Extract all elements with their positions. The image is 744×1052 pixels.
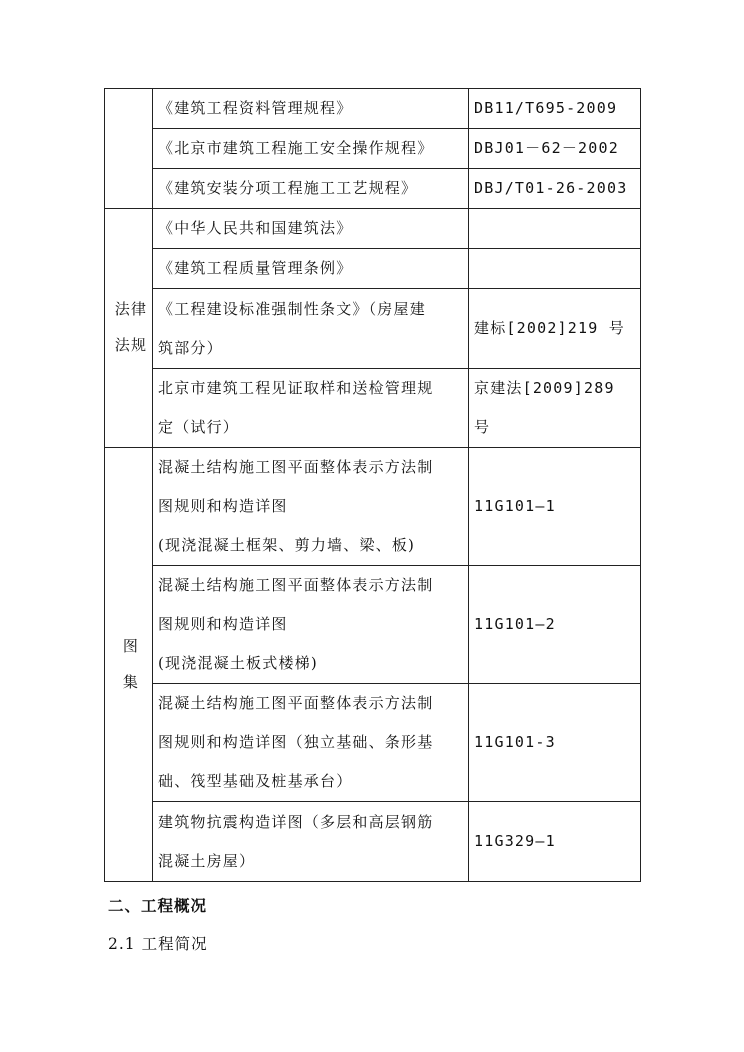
document-name-line: 《工程建设标准强制性条文》（房屋建	[158, 299, 426, 318]
document-name-cell	[153, 249, 469, 289]
document-code-cell: 11G101—2	[469, 566, 641, 684]
document-name-line: (现浇混凝土板式楼梯)	[158, 654, 318, 672]
document-name-cell	[153, 289, 469, 369]
document-name-line: (现浇混凝土框架、剪力墙、梁、板)	[158, 536, 416, 554]
document-name-line: 图规则和构造详图	[158, 615, 288, 633]
document-name-line: 建筑物抗震构造详图（多层和高层钢筋	[158, 812, 434, 831]
document-code-cell	[469, 249, 641, 289]
document-code-cell: DBJ/T01-26-2003	[469, 169, 641, 209]
document-name-cell	[153, 89, 469, 129]
document-name-line: 础、筏型基础及桩基承台）	[158, 772, 353, 790]
document-name-line: 混凝土结构施工图平面整体表示方法制	[158, 576, 434, 594]
table-row	[105, 684, 641, 802]
category-label-line: 集	[122, 672, 140, 691]
standards-table	[104, 88, 641, 882]
document-name-line: 定（试行）	[158, 418, 240, 436]
document-name-line: 图规则和构造详图（独立基础、条形基	[158, 733, 434, 751]
document-name-cell	[153, 566, 469, 684]
document-name-cell	[153, 209, 469, 249]
category-cell-laws	[105, 209, 153, 448]
document-code-cell: 建标[2002]219 号	[469, 289, 641, 369]
document-name-cell	[153, 448, 469, 566]
document-name-cell	[153, 129, 469, 169]
document-name-line: 《建筑安装分项工程施工工艺规程》	[158, 179, 418, 197]
table-row	[105, 249, 641, 289]
table-row	[105, 89, 641, 129]
table-row	[105, 802, 641, 882]
table-row	[105, 566, 641, 684]
table-row	[105, 448, 641, 566]
document-name-line: 《建筑工程质量管理条例》	[158, 259, 353, 277]
document-name-cell	[153, 802, 469, 882]
document-code-cell	[469, 209, 641, 249]
category-label-line: 图	[122, 636, 140, 655]
table-row	[105, 369, 641, 448]
document-name-cell	[153, 369, 469, 448]
table-row	[105, 129, 641, 169]
category-label-line: 法规	[114, 336, 148, 354]
document-code-cell: 11G329—1	[469, 802, 641, 882]
section-heading: 二、工程概况	[108, 897, 208, 915]
subsection-heading: 2.1 工程简况	[108, 935, 208, 953]
document-code-cell: 11G101—1	[469, 448, 641, 566]
category-label-line: 法律	[114, 300, 148, 318]
document-name-line: 混凝土结构施工图平面整体表示方法制	[158, 458, 434, 476]
table-row	[105, 289, 641, 369]
document-name-line: 混凝土结构施工图平面整体表示方法制	[158, 694, 434, 712]
document-code-cell: 京建法[2009]289 号	[469, 369, 641, 448]
document-name-line: 《建筑工程资料管理规程》	[158, 99, 353, 117]
document-code-cell: 11G101-3	[469, 684, 641, 802]
table-row	[105, 209, 641, 249]
table-row	[105, 169, 641, 209]
document-name-cell	[153, 684, 469, 802]
document-name-line: 图规则和构造详图	[158, 497, 288, 515]
category-cell-standards	[105, 89, 153, 209]
document-name-line: 《中华人民共和国建筑法》	[158, 219, 353, 237]
document-code-cell: DB11/T695-2009	[469, 89, 641, 129]
document-name-line: 《北京市建筑工程施工安全操作规程》	[158, 139, 434, 157]
category-cell-atlas	[105, 448, 153, 882]
document-name-line: 混凝土房屋）	[158, 851, 256, 870]
document-name-line: 筑部分）	[158, 338, 223, 357]
document-name-line: 北京市建筑工程见证取样和送检管理规	[158, 379, 434, 397]
document-name-cell	[153, 169, 469, 209]
document-code-cell: DBJ01－62－2002	[469, 129, 641, 169]
